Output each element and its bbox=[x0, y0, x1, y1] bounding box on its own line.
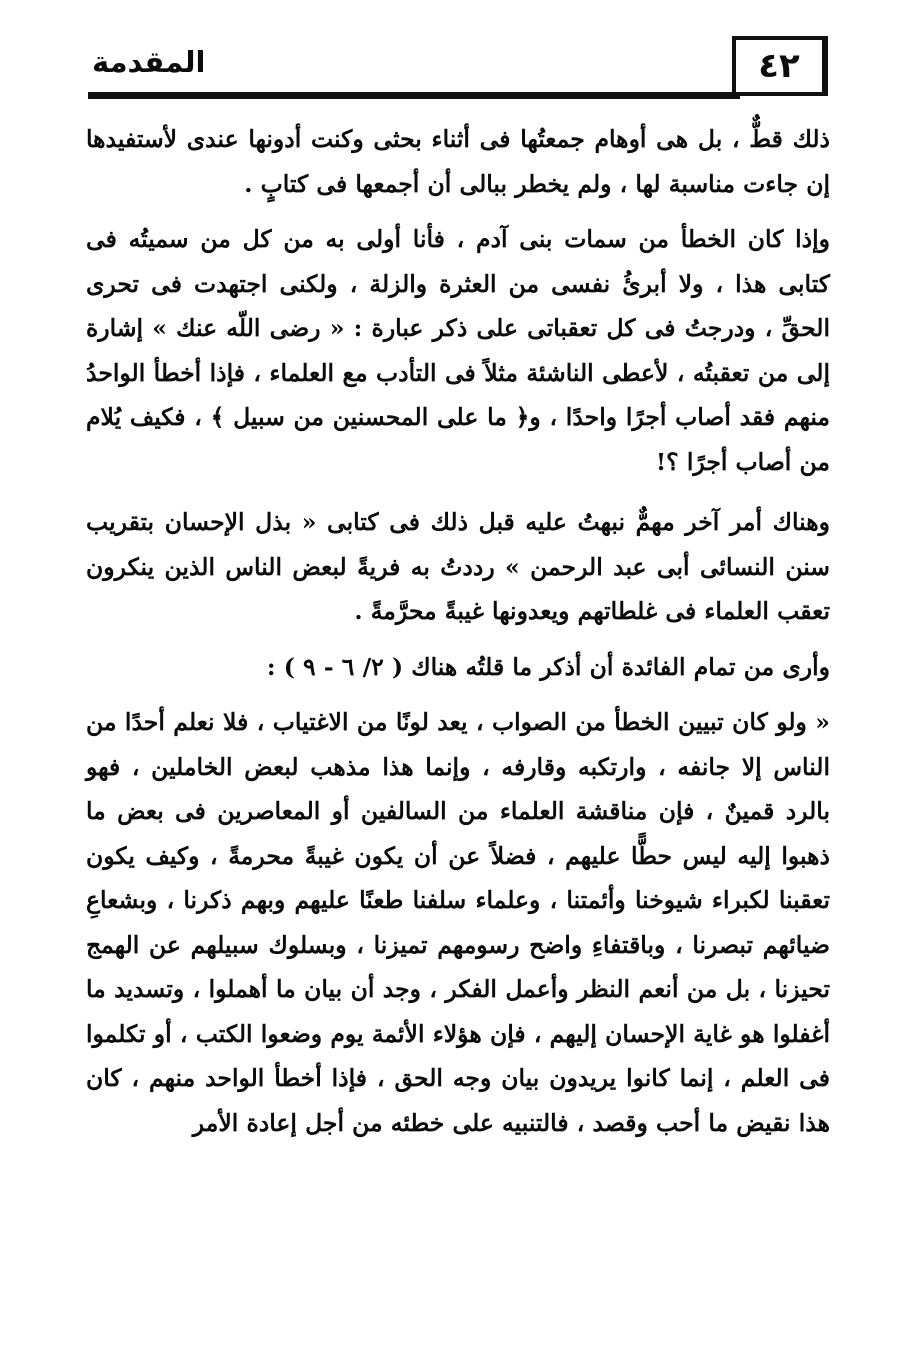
body-text bbox=[86, 117, 830, 1145]
page-number: ٤٢ bbox=[732, 36, 828, 96]
page-header bbox=[88, 30, 828, 102]
paragraph-1: ذلك قطٌّ ، بل هى أوهام جمعتُها فى أثناء بحثى وكنت أدونها عندى لأستفيدها إن جاءت مناسبة لها ، ولم يخطر ببالى أن أجمعها فى كتابٍ . bbox=[86, 125, 830, 198]
quoted-passage: « ولو كان تبيين الخطأ من الصواب ، يعد لونًا من الاغتياب ، فلا نعلم أحدًا من الناس إلا جانفه ، وارتكبه وقارفه ، وإنما هذا مذهب لبعض الخاملين ، فهو بالرد قمينٌ ، فإن مناقشة العلماء من السالفين أو المعاصرين فى بعض ما ذهبوا إليه ليس حطًّا عليهم ، فضلاً عن أن يكون غيبةً محرمةً ، وكيف يكون تعقبنا لكبراء شيوخنا وأئمتنا ، وعلماء سلفنا طعنًا عليهم وبهم ذكرنا ، وبشعاعِ ضيائهم تبصرنا ، وباقتفاءِ واضح رسومهم تميزنا ، وبسلوك سبيلهم عن الهمج تحيزنا ، بل من أنعم النظر وأعمل الفكر ، وجد أن بيان ما أهملوا ، وتسديد ما أغفلوا هو غاية الإحسان إليهم ، فإن هؤلاء الأئمة يوم وضعوا الكتب ، أو تكلموا فى العلم ، إنما كانوا يريدون بيان وجه الحق ، فإذا أخطأ الواحد منهم ، كان هذا نقيض ما أحب وقصد ، فالتنبيه على خطئه من أجل إعادة الأمر bbox=[86, 708, 830, 1137]
section-title: المقدمة bbox=[92, 45, 206, 79]
paragraph-4: وأرى من تمام الفائدة أن أذكر ما قلتُه هناك ( ٢/ ٦ - ٩ ) : bbox=[266, 652, 830, 681]
header-rule bbox=[88, 92, 740, 99]
paragraph-3: وهناك أمر آخر مهمٌّ نبهتُ عليه قبل ذلك فى كتابى « بذل الإحسان بتقريب سنن النسائى أبى عبد الرحمن » رددتُ به فريةً لبعض الناس الذين ينكرون تعقب العلماء فى غلطاتهم ويعدونها غيبةً محرَّمةً . bbox=[86, 508, 830, 625]
paragraph-2: وإذا كان الخطأ من سمات بنى آدم ، فأنا أولى به من كل من سميتُه فى كتابى هذا ، ولا أبرئُ نفسى من العثرة والزلة ، ولكنى اجتهدت فى تحرى الحقِّ ، ودرجتُ فى كل تعقباتى على ذكر عبارة : « رضى اللّه عنك » إشارة إلى من تعقبتُه ، لأعطى الناشئة مثلاً فى التأدب مع العلماء ، فإذا أخطأ الواحدُ منهم فقد أصاب أجرًا واحدًا ، و﴿ ما على المحسنين من سبيل ﴾ ، فكيف يُلام من أصاب أجرًا ؟! bbox=[86, 225, 830, 476]
